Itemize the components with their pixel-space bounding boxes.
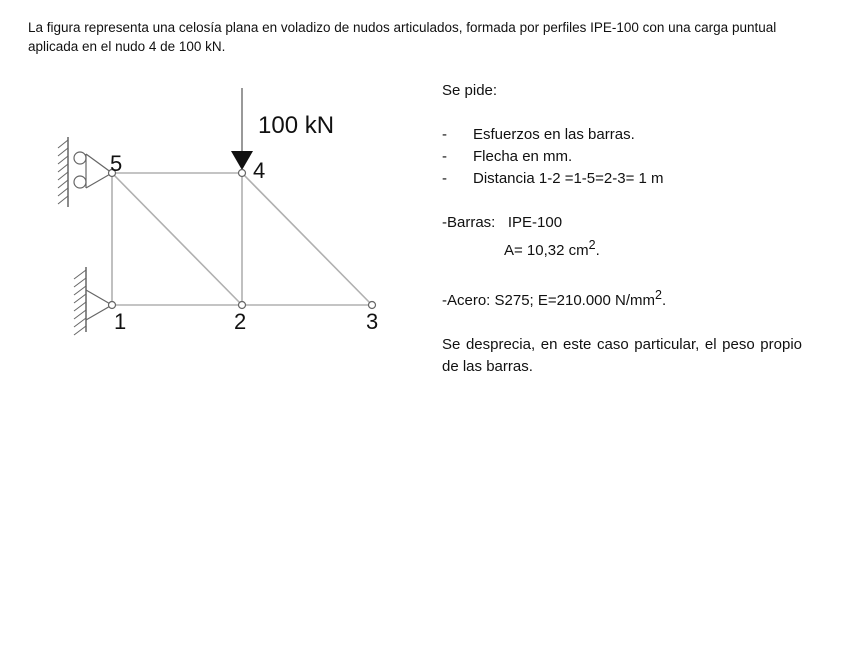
area-suffix: . (595, 242, 600, 259)
barras-value: IPE-100 (507, 214, 563, 231)
barras-label: -Barras: (442, 214, 496, 231)
list-dash: - (442, 148, 447, 165)
list-item-text: Flecha en mm. (473, 148, 573, 165)
area-exponent: 2 (588, 238, 596, 252)
barras-line (442, 212, 802, 234)
weight-note: Se desprecia, en este caso particular, el peso propio de las barras. (442, 336, 802, 375)
node-1 (109, 302, 116, 309)
problem-statement: La figura representa una celosía plana en voladizo de nudos articulados, formada por perfiles IPE-100 con una carga puntual aplicada en el nudo 4 de 100 kN. (28, 20, 777, 54)
node-label-5: 5 (110, 151, 123, 176)
truss-diagram (50, 82, 390, 352)
node-label-4: 4 (253, 158, 266, 183)
bar-4-3 (242, 173, 372, 305)
node-4 (239, 170, 246, 177)
node-label-2: 2 (234, 309, 247, 334)
list-item (442, 124, 802, 146)
acero-line (442, 284, 802, 312)
node-3 (369, 302, 376, 309)
requirements-panel (442, 80, 802, 378)
node-label-1: 1 (114, 309, 127, 334)
area-line (442, 234, 802, 262)
acero-text: -Acero: S275; E=210.000 N/mm (442, 292, 656, 309)
load-arrow (231, 88, 253, 170)
requirements-list (442, 124, 802, 190)
requirements-heading: Se pide: (442, 82, 498, 99)
bar-5-2 (112, 173, 242, 305)
node-label-3: 3 (366, 309, 379, 334)
load-label: 100 kN (258, 112, 335, 139)
acero-suffix: . (661, 292, 667, 309)
list-dash: - (442, 170, 447, 187)
acero-exponent: 2 (655, 288, 662, 302)
truss-members (112, 173, 372, 305)
list-item (442, 146, 802, 168)
list-item-text: Esfuerzos en las barras. (473, 126, 635, 143)
list-item (442, 168, 802, 190)
support-bottom (74, 267, 112, 335)
node-2 (239, 302, 246, 309)
area-text: A= 10,32 cm (504, 242, 589, 259)
list-dash: - (442, 126, 447, 143)
support-top (58, 137, 112, 207)
truss-figure (50, 82, 390, 352)
list-item-text: Distancia 1-2 =1-5=2-3= 1 m (473, 170, 664, 187)
